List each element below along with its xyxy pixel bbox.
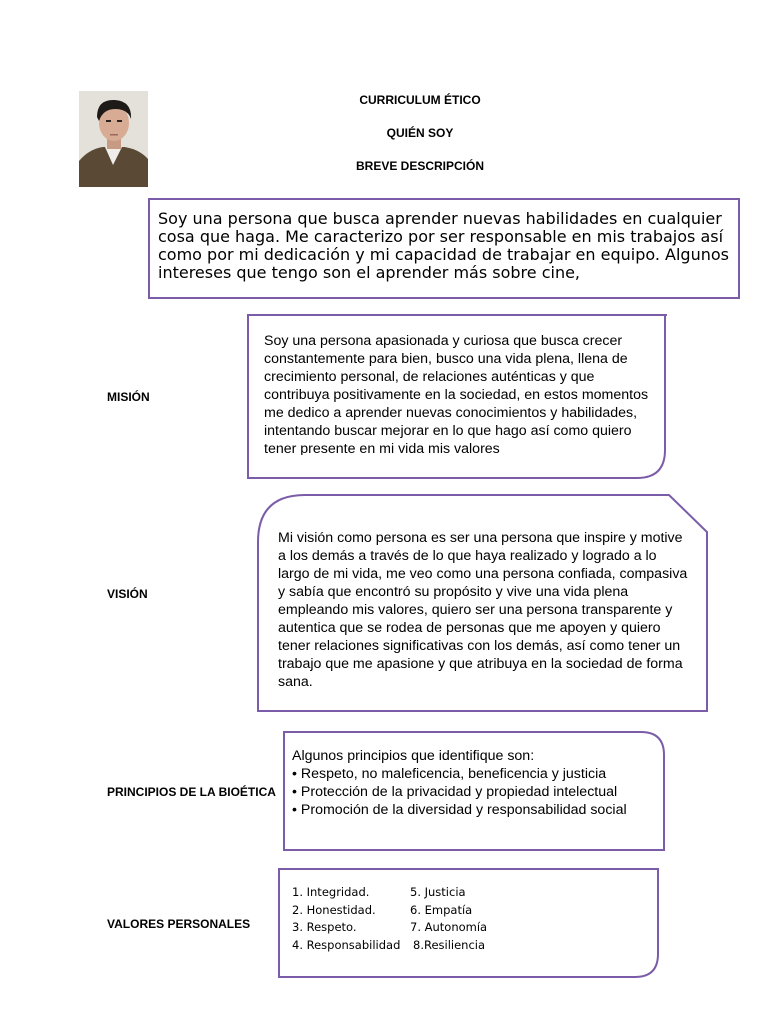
principios-item: • Respeto, no maleficencia, beneficencia y justicia bbox=[292, 766, 607, 782]
valor-item: 4. Responsabilidad bbox=[292, 937, 401, 952]
valor-item: 1. Integridad. bbox=[292, 885, 370, 899]
principios-box bbox=[292, 747, 652, 847]
vision-label: VISIÓN bbox=[107, 587, 148, 601]
mision-label: MISIÓN bbox=[107, 390, 150, 404]
principios-intro: Algunos principios que identifique son: bbox=[292, 748, 535, 764]
description-box bbox=[148, 198, 740, 299]
valor-item: 5. Justicia bbox=[410, 885, 466, 899]
description-text: Soy una persona que busca aprender nuevas habilidades en cualquier cosa que haga. Me caracterizo por ser responsable en mis trabajos así como por mi dedicación y mi capacidad de trabajar en equipo. Algunos intereses que tengo son el aprender más sobre cine, bbox=[158, 209, 729, 282]
principios-item: • Promoción de la diversidad y responsabilidad social bbox=[292, 802, 627, 818]
valores-list bbox=[292, 884, 530, 954]
principios-item: • Protección de la privacidad y propiedad intelectual bbox=[292, 784, 618, 800]
valor-item: 2. Honestidad. bbox=[292, 902, 376, 917]
section-heading: BREVE DESCRIPCIÓN bbox=[355, 159, 485, 173]
principios-label: PRINCIPIOS DE LA BIOÉTICA bbox=[107, 785, 276, 799]
valor-item: 8.Resiliencia bbox=[413, 937, 486, 952]
vision-text: Mi visión como persona es ser una persona que inspire y motive a los demás a través de lo que haya realizado y logrado a lo largo de mi vida, me veo como una persona confiada, compasiva y sabía que encontró su propósito y vive una vida plena empleando mis valores, quiero ser una persona transparente y autentica que se rodea de personas que me apoyen y quiero tener relaciones significativas con los demás, así como tener un trabajo que me apasione y que atribuya en la sociedad de forma sana. bbox=[278, 530, 688, 690]
document-subtitle: QUIÉN SOY bbox=[386, 126, 454, 140]
person-portrait-icon bbox=[79, 91, 148, 187]
mision-text: Soy una persona apasionada y curiosa que busca crecer constantemente para bien, busco una vida plena, llena de crecimiento personal, de relaciones auténticas y que contribuya positivamente en la sociedad, en estos momentos me dedico a aprender nuevas conocimientos y habilidades, intentando buscar mejorar en lo que hago así como quiero tener presente en mi vida mis valores bbox=[264, 333, 649, 455]
valores-label: VALORES PERSONALES bbox=[107, 917, 251, 931]
profile-photo bbox=[79, 91, 148, 187]
document-title: CURRICULUM ÉTICO bbox=[359, 93, 481, 107]
mision-box bbox=[264, 332, 654, 455]
valor-item: 6. Empatía bbox=[410, 902, 473, 917]
vision-box bbox=[278, 529, 688, 694]
valor-item: 3. Respeto. bbox=[292, 920, 357, 935]
valor-item: 7. Autonomía bbox=[410, 920, 488, 935]
